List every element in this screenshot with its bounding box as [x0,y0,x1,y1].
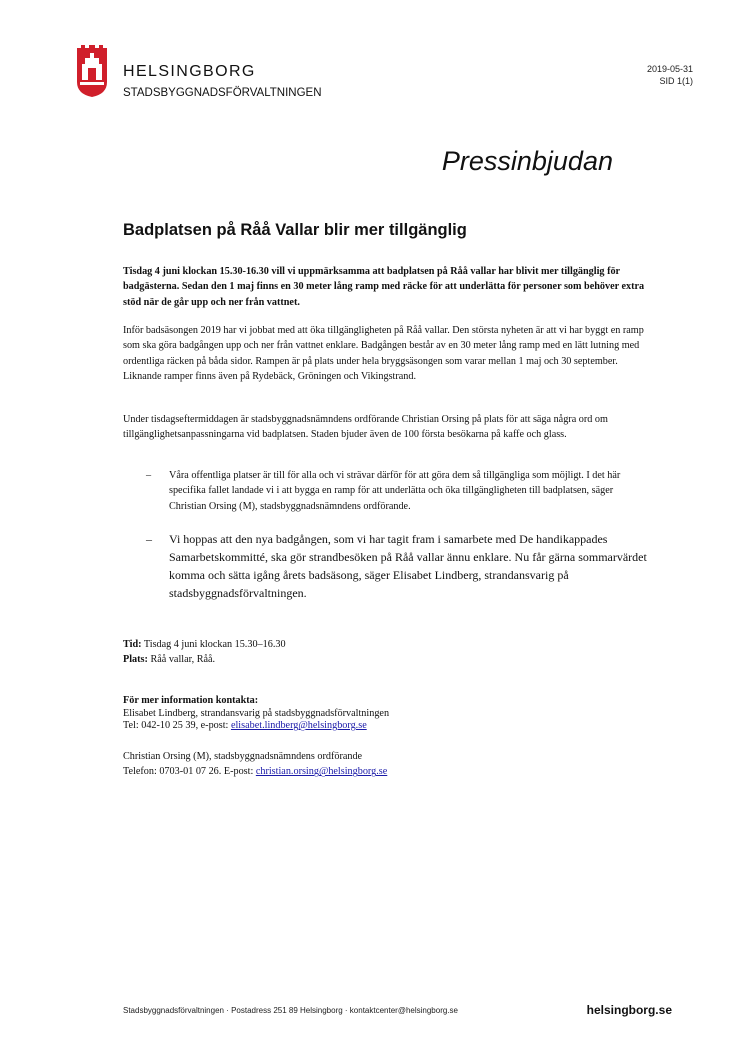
time-value: Tisdag 4 juni klockan 15.30–16.30 [143,639,286,650]
department-name: STADSBYGGNADSFÖRVALTNINGEN [123,87,322,99]
quote-text: Vi hoppas att den nya badgången, som vi har tagit fram i samarbete med De handikappades Samarbetskommitté, ska gör strandbesöken på Råå vallar ännu enklare. Nu får gärna sommarvärdet komma och sätta igång årets badsäsong, säger Elisabet Lindberg, strandansvarig på stadsbyggnadsförvaltningen. [169,532,647,600]
place-value: Råå vallar, Råå. [150,654,216,666]
document-date: 2019-05-31 [646,64,693,74]
page-number: SID 1(1) [659,76,693,86]
quote-text: Våra offentliga platser är till för alla och vi strävar därför för att göra dem så tillgängliga som möjligt. I det här specifika fallet landade vi i att bygga en ramp för att underlätta och öka tillgängligheten till badplatsen, säger Christian Orsing (M), stadsbyggnadsnämndens ordförande. [169,470,621,512]
dash-bullet: – [146,470,152,481]
footer-website: helsingborg.se [586,1003,672,1017]
contact-block [123,695,389,733]
document-meta [647,63,693,87]
contact-person-2-phone: Telefon: 0703-01 07 26. E-post: [123,766,256,778]
body-paragraph: Under tisdagseftermiddagen är stadsbyggnadsnämndens ordförande Christian Orsing på plats för att säga några ord om tillgänglighetsanpassningarna vid badplatsen. Staden bjuder även de 100 första besökarna på kaffe och glass. [123,414,608,441]
footer-address: Stadsbyggnadsförvaltningen · Postadress 251 89 Helsingborg · kontaktcenter@helsingborg.se [123,1006,458,1015]
contact-block-2 [123,749,387,780]
dash-bullet: – [146,532,152,546]
quote-item [146,530,651,602]
organization-name: HELSINGBORG [123,63,256,80]
contact-person-1-phone-line [123,720,389,733]
contact-person-2: Christian Orsing (M), stadsbyggnadsnämndens ordförande [123,751,363,762]
event-details [123,637,286,668]
contact-person-1: Elisabet Lindberg, strandansvarig på stadsbyggnadsförvaltningen [123,707,390,719]
contact-person-2-phone-line [123,764,387,779]
place-label: Plats: [123,654,148,666]
contact-person-1-email-link[interactable]: elisabet.lindberg@helsingborg.se [230,720,367,732]
contact-person-1-phone: Tel: 042-10 25 39, e-post: [123,720,231,732]
event-place [123,652,286,667]
time-label: Tid: [123,639,142,650]
headline: Badplatsen på Råå Vallar blir mer tillgänglig [123,221,467,239]
helsingborg-crest-icon [76,44,108,98]
document-type: Pressinbjudan [441,146,613,176]
contact-person-2-email-link[interactable]: christian.orsing@helsingborg.se [255,766,388,778]
body-paragraph: Inför badsäsongen 2019 har vi jobbat med att öka tillgängligheten på Råå vallar. Den största nyheten är att vi har byggt en ramp som ska göra badgången upp och ner från vattnet enklare. Badgången består av en 30 meter lång ramp med en lätt lutning med ordentliga räcken på båda sidor. Rampen är på plats under hela bryggsäsongen som varar mellan 1 maj och 30 september. Liknande ramper finns även på Rydebäck, Gröningen och Vikingstrand. [123,325,644,383]
contact-heading: För mer information kontakta: [123,695,259,706]
lead-paragraph: Tisdag 4 juni klockan 15.30-16.30 vill vi uppmärksamma att badplatsen på Råå vallar har blivit mer tillgänglig för badgästerna. Sedan den 1 maj finns en 30 meter lång ramp med räcke för att underlätta för personer som behöver extra stöd när de går upp och ner från vattnet. [123,266,645,308]
event-time [123,637,286,652]
quote-item [146,468,651,514]
